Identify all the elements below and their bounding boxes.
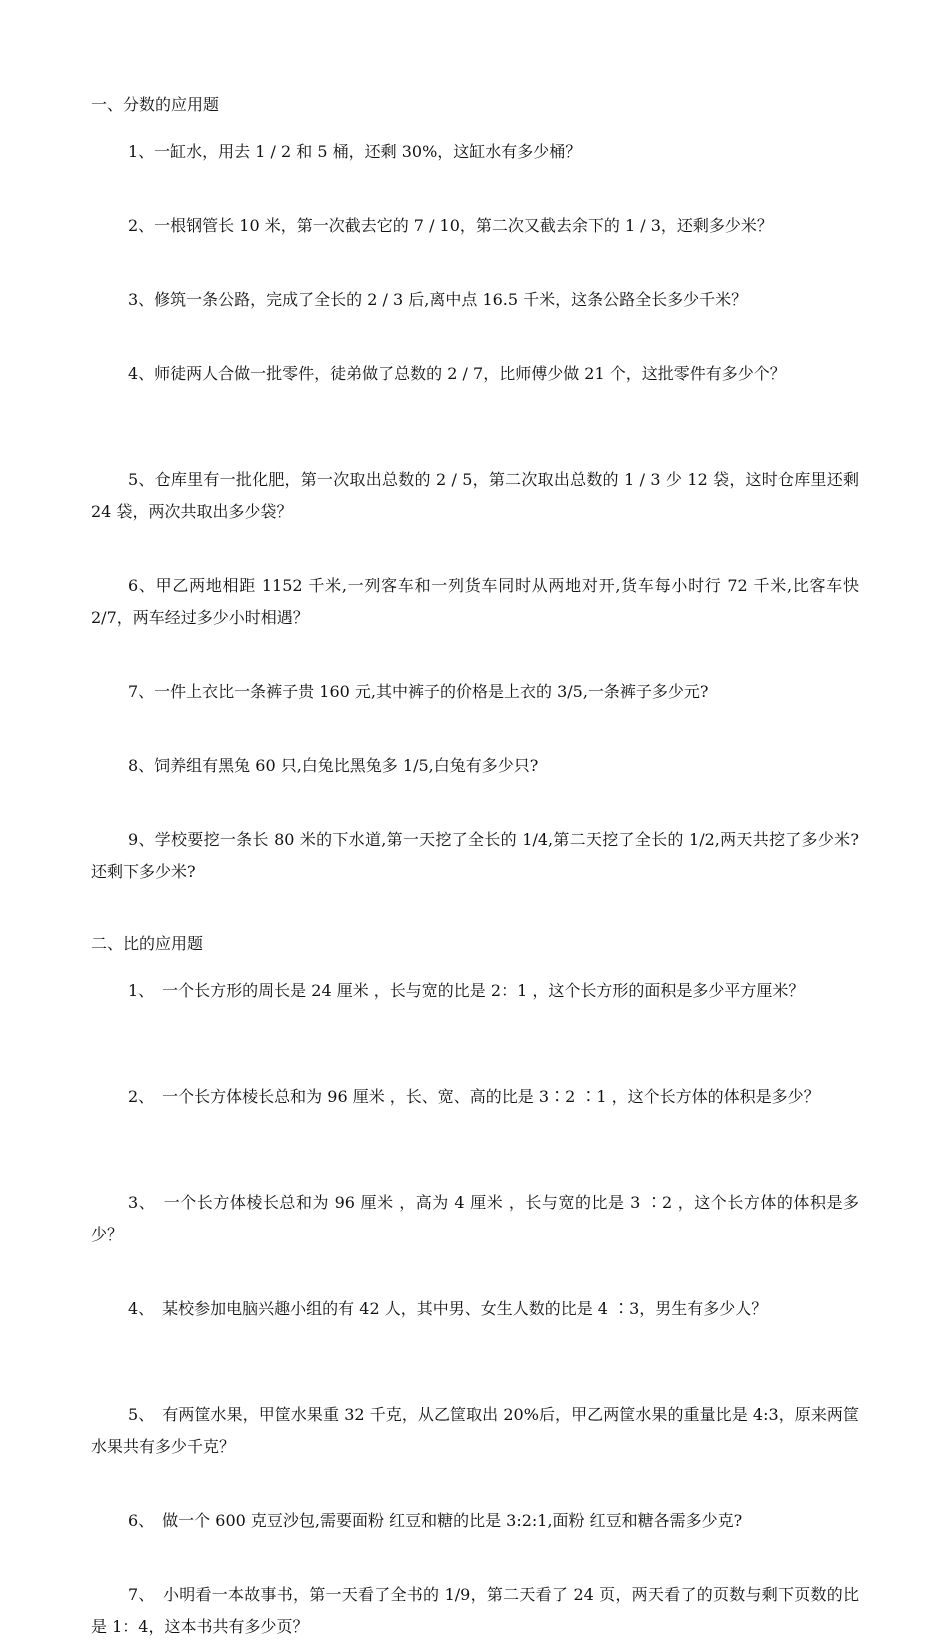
problem-item: 3、修筑一条公路，完成了全长的 2 / 3 后,离中点 16.5 千米，这条公路全长多少千米？ [128,290,748,309]
problem-item: 2、一根钢管长 10 米，第一次截去它的 7 / 10，第二次又截去余下的 1 / 3，还剩多少米？ [128,216,773,235]
problem-item: 9、学校要挖一条长 80 米的下水道,第一天挖了全长的 1/4,第二天挖了全长的 1/2,两天共挖了多少米?还剩下多少米? [91,830,859,881]
problem-item: 1、一缸水，用去 1 / 2 和 5 桶，还剩 30%，这缸水有多少桶？ [128,142,582,161]
problem-item: 4、 某校参加电脑兴趣小组的有 42 人，其中男、女生人数的比是 4 ∶3，男生有多少人？ [128,1299,768,1318]
problem-item: 5、仓库里有一批化肥，第一次取出总数的 2 / 5，第二次取出总数的 1 / 3 少 12 袋，这时仓库里还剩 24 袋，两次共取出多少袋？ [91,470,859,521]
problem-item: 1、 一个长方形的周长是 24 厘米 ，长与宽的比是 2：1 ，这个长方形的面积是多少平方厘米？ [128,981,805,1000]
problem-item: 7、 小明看一本故事书，第一天看了全书的 1/9，第二天看了 24 页，两天看了的页数与剩下页数的比是 1：4，这本书共有多少页？ [91,1585,859,1636]
problem-item: 7、一件上衣比一条裤子贵 160 元,其中裤子的价格是上衣的 3/5,一条裤子多少元? [128,682,709,701]
section-title-ratios: 二、比的应用题 [91,934,204,953]
problem-item: 6、甲乙两地相距 1152 千米,一列客车和一列货车同时从两地对开,货车每小时行 72 千米,比客车快 2/7，两车经过多少小时相遇？ [91,576,859,627]
problem-item: 6、 做一个 600 克豆沙包,需要面粉 红豆和糖的比是 3:2:1,面粉 红豆和糖各需多少克? [128,1511,743,1530]
section-title-fractions: 一、分数的应用题 [91,95,220,114]
problem-item: 2、 一个长方体棱长总和为 96 厘米 ，长、宽、高的比是 3∶2 ∶1 ，这个长方体的体积是多少？ [128,1087,820,1106]
problem-item: 3、 一个长方体棱长总和为 96 厘米 ，高为 4 厘米 ，长与宽的比是 3 ∶2 ，这个长方体的体积是多少？ [91,1193,859,1244]
problem-item: 8、饲养组有黑兔 60 只,白兔比黑兔多 1/5,白兔有多少只? [128,756,539,775]
problem-item: 5、 有两筐水果，甲筐水果重 32 千克，从乙筐取出 20%后，甲乙两筐水果的重量比是 4:3，原来两筐水果共有多少千克？ [91,1405,859,1456]
problem-item: 4、师徒两人合做一批零件，徒弟做了总数的 2 / 7，比师傅少做 21 个，这批零件有多少个？ [128,364,786,383]
